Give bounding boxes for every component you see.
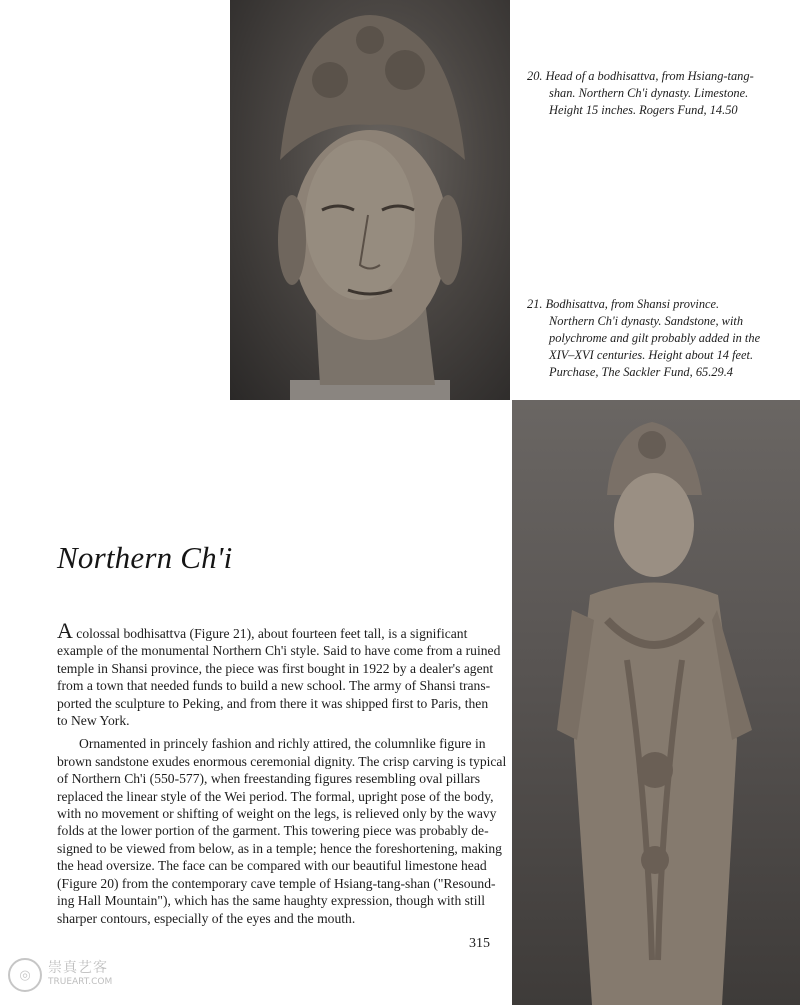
paragraph-line: replaced the linear style of the Wei period. The formal, upright pose of the body,: [57, 788, 494, 804]
jewel-medallion: [641, 846, 669, 874]
paragraph-line: temple in Shansi province, the piece was first bought in 1922 by a dealer's agent: [57, 660, 494, 676]
crown-ornament: [356, 26, 384, 54]
caption-line: polychrome and gilt probably added in the: [549, 331, 761, 345]
crown-ornament: [385, 50, 425, 90]
right-ear: [434, 195, 462, 285]
paragraph-line: (Figure 20) from the contemporary cave temple of Hsiang-tang-shan ("Resound-: [57, 875, 496, 891]
caption-line: 21. Bodhisattva, from Shansi province.: [527, 297, 720, 311]
bodhisattva-head-illustration: [230, 0, 510, 400]
caption-figure-21: [527, 296, 787, 381]
paragraph-line: [57, 618, 497, 643]
caption-line: XIV–XVI centuries. Height about 14 feet.: [549, 348, 754, 362]
jewel-medallion: [637, 752, 673, 788]
left-ear: [278, 195, 306, 285]
caption-line: Northern Ch'i dynasty. Sandstone, with: [549, 314, 744, 328]
statue-head: [614, 473, 694, 577]
caption-line: shan. Northern Ch'i dynasty. Limestone.: [549, 86, 749, 100]
watermark-en: TRUEART.COM: [48, 977, 113, 987]
paragraph-line: from a town that needed funds to build a new school. The army of Shansi trans-: [57, 678, 491, 694]
paragraph-line: signed to be viewed from below, as in a temple; hence the foreshortening, making: [57, 840, 502, 856]
drop-cap: A: [57, 618, 73, 643]
watermark-logo-icon: ◎: [8, 958, 42, 992]
paragraph-line: brown sandstone exudes enormous ceremonial dignity. The crisp carving is typical: [57, 753, 507, 769]
caption-line: Height 15 inches. Rogers Fund, 14.50: [549, 103, 738, 117]
paragraph-line: the head oversize. The face can be compared with our beautiful limestone head: [57, 858, 487, 874]
watermark-text: [48, 961, 112, 989]
paragraph-line: with no movement or shifting of weight on the legs, is relieved only by the wavy: [57, 806, 497, 822]
paragraph-line: ported the sculpture to Peking, and from there it was shipped first to Paris, then: [57, 695, 489, 711]
bodhisattva-statue-photo: [512, 400, 800, 1005]
bodhisattva-statue-illustration: [512, 400, 800, 1005]
caption-line: 20. Head of a bodhisattva, from Hsiang-tang-: [527, 69, 754, 83]
crown-ornament: [312, 62, 348, 98]
paragraph-line: to New York.: [57, 713, 130, 729]
face-highlight: [305, 140, 415, 300]
caption-line: Purchase, The Sackler Fund, 65.29.4: [549, 365, 733, 379]
paragraph-line: ing Hall Mountain"), which has the same haughty expression, though with still: [57, 893, 486, 909]
page-number: 315: [469, 936, 490, 951]
paragraph-text: colossal bodhisattva (Figure 21), about fourteen feet tall, is a significant: [72, 626, 468, 641]
watermark-cn: 崇真艺客: [48, 960, 108, 976]
body-text: [57, 618, 507, 927]
watermark: [8, 958, 112, 992]
paragraph-line: Ornamented in princely fashion and richly attired, the columnlike figure in: [79, 736, 486, 752]
paragraph-line: sharper contours, especially of the eyes and the mouth.: [57, 910, 356, 926]
paragraph-line: of Northern Ch'i (550-577), when freestanding figures resembling oval pillars: [57, 771, 480, 787]
paragraph-line: folds at the lower portion of the garment. This towering piece was probably de-: [57, 823, 489, 839]
caption-figure-20: [527, 68, 782, 119]
section-title: Northern Ch'i: [57, 540, 233, 575]
paragraph-line: example of the monumental Northern Ch'i style. Said to have come from a ruined: [57, 643, 501, 659]
crown-ornament: [638, 431, 666, 459]
bodhisattva-head-photo: [230, 0, 510, 400]
